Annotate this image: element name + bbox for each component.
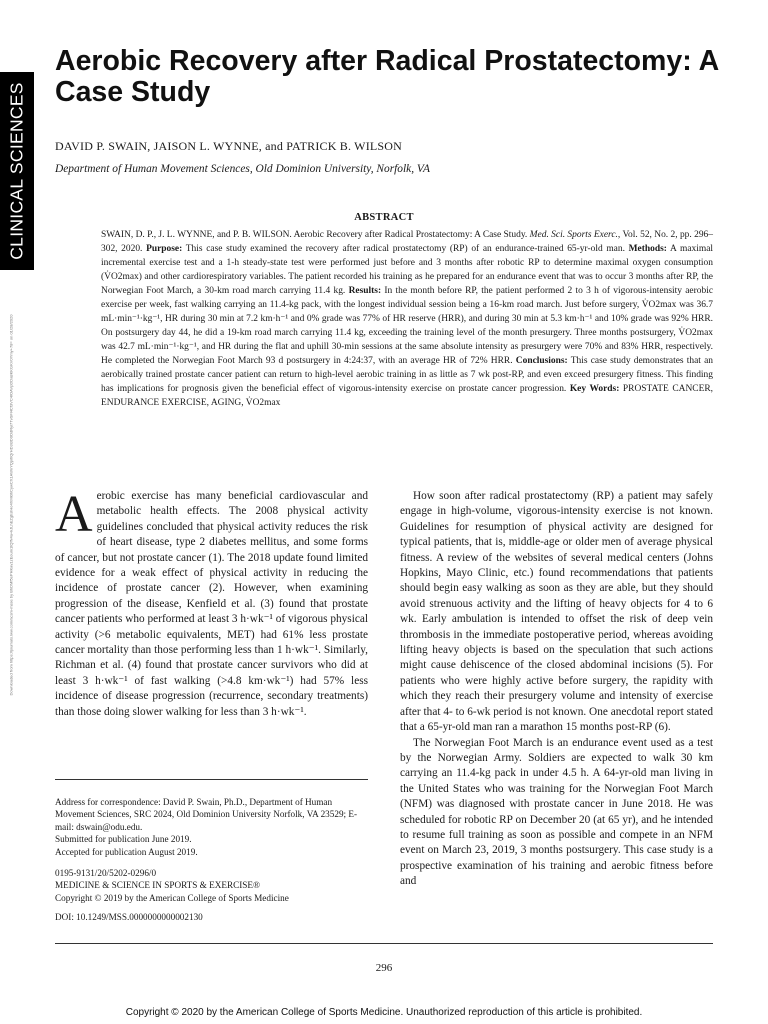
abstract-citation-journal: Med. Sci. Sports Exerc. — [529, 230, 618, 240]
submitted-date: Submitted for publication June 2019. — [55, 834, 192, 845]
conclusions-label: Conclusions: — [515, 356, 568, 366]
publication-info — [55, 867, 368, 904]
affiliation: Department of Human Movement Sciences, Old Dominion University, Norfolk, VA — [55, 163, 430, 175]
download-watermark — [6, 270, 16, 740]
page-number: 296 — [375, 962, 393, 974]
doi-info — [55, 911, 368, 923]
article-title: Aerobic Recovery after Radical Prostatectomy: A Case Study — [55, 45, 719, 108]
body-column-left — [55, 486, 369, 720]
download-watermark-text: Downloaded from https://journals.lww.com/acsm-msse by BhDMf5ePHKav1zEoum1tQfN4a+kJLhEZgbsIHo4XMi0hCywCX1AWnYQp/IlQrHD3i3D0OdRyi7TvSFl4Cf3VC4/OAVpDDa8KKGKV0Ymy+78= on 01/28/2020 — [8, 314, 14, 696]
section-tab — [0, 72, 34, 270]
methods-label: Methods: — [628, 244, 667, 254]
purpose-text: This case study examined the recovery after radical prostatectomy (RP) of an endurance-trained 65-yr-old man. — [185, 244, 625, 254]
abstract-body — [101, 228, 713, 410]
conclusions-text: This case study demonstrates that an aerobically trained prostate cancer patient can return to high-level aerobic training in as little as 7 wk post-RP, and even exceed presurgery fitness. This finding has implications for prognosis given the beneficial effect of vigorous-intensity exercise on prostate cancer progression. — [101, 356, 714, 394]
page-bottom-rule — [55, 943, 713, 944]
drop-cap: A — [55, 486, 93, 543]
results-label: Results: — [348, 286, 382, 296]
correspondence-address: Address for correspondence: David P. Swain, Ph.D., Department of Human Movement Sciences, SRC 2024, Old Dominion University Norfolk, VA 23529; E-mail: dswain@odu.edu. — [55, 797, 358, 832]
section-tab-label: CLINICAL SCIENCES — [6, 82, 27, 260]
intro-paragraph-text: erobic exercise has many beneficial cardiovascular and metabolic health effects. The 2008 physical activity guidelines concluded that physical activity reduces the risk of heart disease, type 2 diabetes mellitus, and some forms of cancer, but not prostate cancer (1). The 2018 update found limited evidence for a weak effect of physical activity in reducing the incidence of prostate cancer (2). However, when examining progression of the disease, Kenfield et al. (3) found that prostate cancer patients who performed at least 3 h·wk⁻¹ of vigorous physical activity (>6 metabolic equivalents, MET) had 61% less prostate cancer mortality than those performing less than 1 h·wk⁻¹. Similarly, Richman et al. (4) found that prostate cancer survivors who did at least 3 h·wk⁻¹ of fast walking (>4.8 km·wk⁻¹) had 57% less incidence of disease progression (recurrence, secondary treatments) than those doing slower walking for less than 3 h·wk⁻¹. — [55, 490, 369, 718]
intro-paragraph — [55, 486, 369, 720]
journal-name: MEDICINE & SCIENCE IN SPORTS & EXERCISE® — [55, 880, 260, 891]
results-text: In the month before RP, the patient performed 2 to 3 h of vigorous-intensity aerobic exercise per week, fast walking carrying an 11.4-kg pack, with the longest individual session being a 16-km road march. Just before surgery, V̇O2max was 36.7 mL·min⁻¹·kg⁻¹, HR during 30 min at 7.2 km·h⁻¹ and 0% grade was 77% of HR reserve (HRR), and during 30 min at 5.3 km·h⁻¹ and 10% grade was 92% HRR. On postsurgery day 44, he did a 19-km road march carrying 11.4 kg, exceeding the training level of the month presurgery. Three months postsurgery, V̇O2max was 42.7 mL·min⁻¹·kg⁻¹, and HR during the flat and uphill 30-min sessions at the same absolute intensity as presurgery were 70% and 83% HRR, respectively. He completed the Norwegian Foot March 93 d postsurgery in 4:24:37, with an average HR of 72% HRR. — [101, 286, 714, 366]
keywords-text: PROSTATE CANCER, ENDURANCE EXERCISE, AGING, V̇O2max — [101, 384, 713, 408]
abstract-heading: ABSTRACT — [354, 212, 414, 223]
correspondence-footnote — [55, 796, 368, 858]
body-column-right — [400, 489, 713, 890]
footer-copyright: Copyright © 2020 by the American College of Sports Medicine. Unauthorized reproduction of this article is prohibited. — [125, 1007, 643, 1018]
methods-text: A maximal incremental exercise test and a 1-h steady-state test were performed just before and 3 months after robotic RP to determine maximal oxygen consumption (V̇O2max) and other cardiorespiratory variables. The patient recorded his training as he prepared for an endurance event that was to occur 3 months after RP, the Norwegian Foot March, a 30-km road march carrying 11.4 kg. — [101, 244, 714, 296]
issn: 0195-9131/20/5202-0296/0 — [55, 868, 157, 878]
body-paragraph-2: The Norwegian Foot March is an endurance event used as a test by the Norwegian Army. Soldiers are expected to walk 30 km carrying an 11.4-kg pack in under 4.5 h. A 64-yr-old man living in the United States who was training for the Norwegian Foot March (NFM) was diagnosed with prostate cancer in June 2018. He was scheduled for robotic RP on December 20 (at 65 yr), and he intended to resume full training as soon as possible and compete in an NFM event on March 23, 2019, 3 months postsurgery. This case study is a prospective examination of his training and aerobic fitness before and — [400, 736, 713, 888]
doi-link[interactable]: DOI: 10.1249/MSS.0000000000002130 — [55, 912, 203, 922]
accepted-date: Accepted for publication August 2019. — [55, 846, 198, 857]
copyright-line: Copyright © 2019 by the American College of Sports Medicine — [55, 892, 289, 903]
abstract-citation-authors: SWAIN, D. P., J. L. WYNNE, and P. B. WILSON. Aerobic Recovery after Radical Prostatectomy: A Case Study. — [101, 230, 528, 240]
body-paragraph-1: How soon after radical prostatectomy (RP) a patient may safely engage in high-volume, vigorous-intensity exercise is not known. Guidelines for resumption of physical activity are designed for typical patients, that is, middle-age or older men of average physical fitness. A review of the websites of several medical centers (Johns Hopkins, Mayo Clinic, etc.) found recommendations that patients should begin easy walking as soon as they are able, but they should avoid strenuous activity and the lifting of heavy objects for 4 to 6 wk. Early ambulation is intended to offset the risk of deep vein thrombosis in the immediate postoperative period, whereas avoiding lifting heavy objects is based on the speculation that such actions might cause dehiscence of the closed abdominal incisions (5). For patients who were highly active before surgery, the rapidity with which they reach their presurgery volume and intensity of exercise after that 4- to 6-wk period is not known. One anecdotal report stated that a 65-yr-old man ran a marathon 15 months post-RP (6). — [400, 490, 713, 734]
author-list: DAVID P. SWAIN, JAISON L. WYNNE, and PATRICK B. WILSON — [55, 139, 403, 153]
purpose-label: Purpose: — [146, 244, 183, 254]
footnote-divider — [55, 779, 368, 780]
keywords-label: Key Words: — [569, 384, 620, 394]
abstract-citation-details: , Vol. 52, No. 2, pp. 296–302, 2020. — [101, 230, 713, 254]
